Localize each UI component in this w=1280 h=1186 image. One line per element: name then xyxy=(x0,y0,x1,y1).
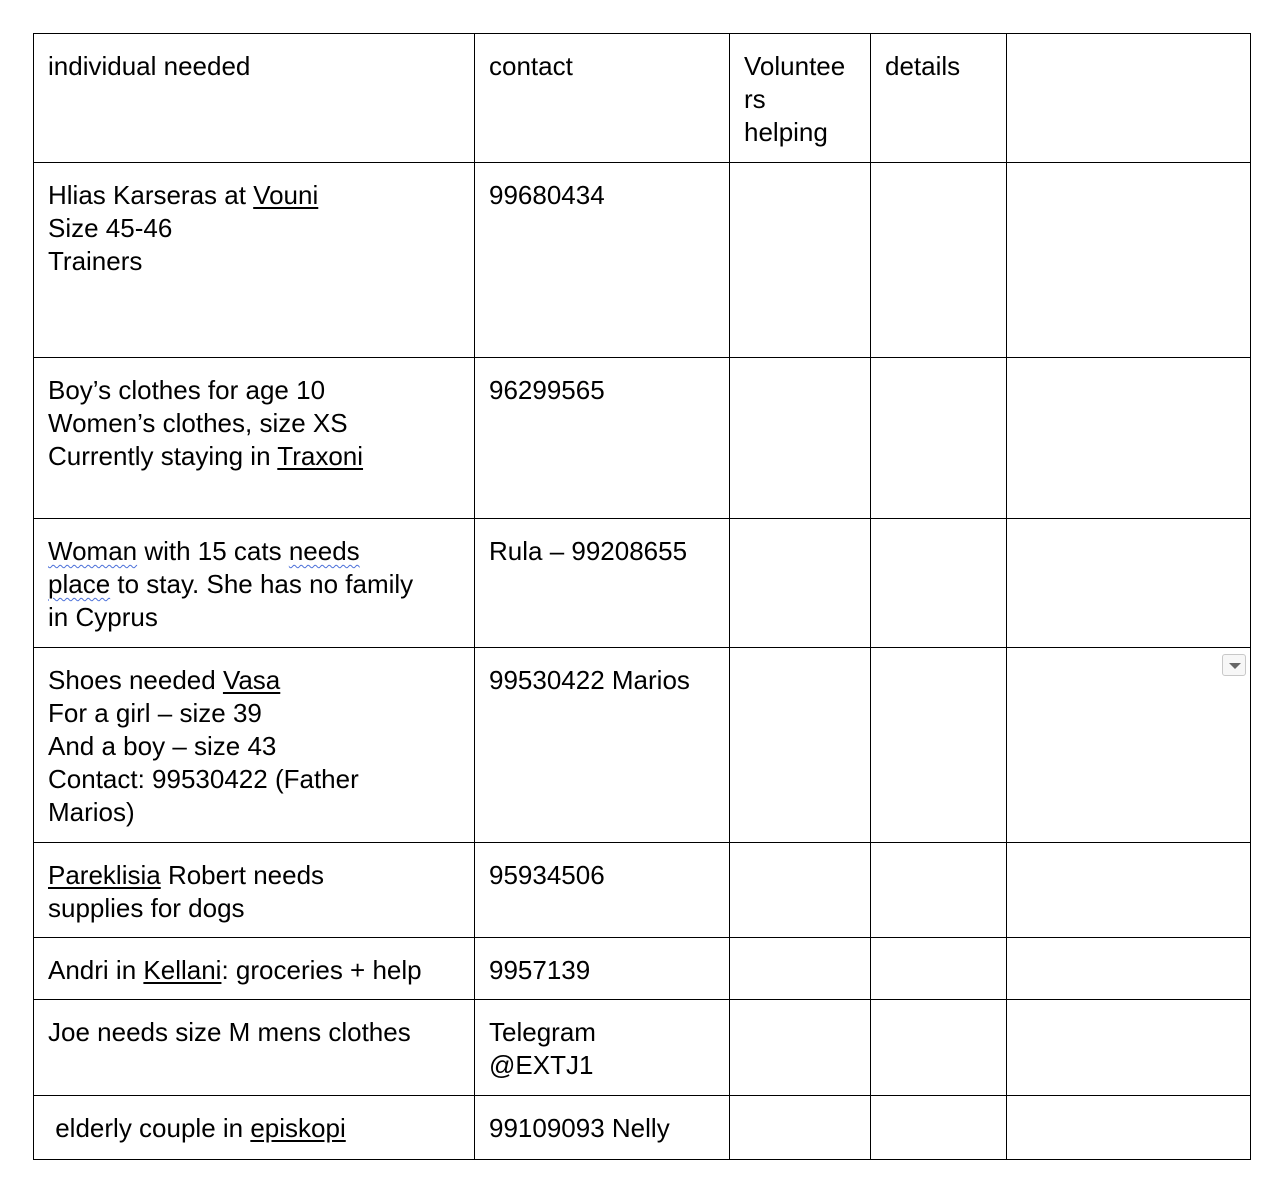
table-row xyxy=(34,519,1251,648)
volunteers-cell[interactable] xyxy=(730,1000,871,1096)
table-row xyxy=(34,358,1251,519)
need-cell[interactable]: Hlias Karseras at Vouni Size 45-46 Trainers xyxy=(34,163,475,358)
need-cell[interactable]: Shoes needed Vasa For a girl – size 39 And a boy – size 43 Contact: 99530422 (Father Marios) xyxy=(34,648,475,843)
details-cell[interactable] xyxy=(871,938,1007,1000)
contact-cell[interactable]: 95934506 xyxy=(475,843,730,938)
place-link[interactable]: Kellani xyxy=(143,955,222,985)
spellcheck-word: Woman xyxy=(48,536,138,566)
header-extra[interactable] xyxy=(1007,34,1251,163)
details-cell[interactable] xyxy=(871,648,1007,843)
contact-cell[interactable]: Telegram @EXTJ1 xyxy=(475,1000,730,1096)
contact-cell[interactable]: 96299565 xyxy=(475,358,730,519)
extra-cell[interactable] xyxy=(1007,163,1251,358)
volunteers-cell[interactable] xyxy=(730,358,871,519)
volunteers-cell[interactable] xyxy=(730,163,871,358)
header-details[interactable]: details xyxy=(871,34,1007,163)
needs-table xyxy=(33,33,1251,1160)
need-cell[interactable]: Woman with 15 cats needs place to stay. She has no family in Cyprus xyxy=(34,519,475,648)
volunteers-cell[interactable] xyxy=(730,1096,871,1160)
table-row xyxy=(34,648,1251,843)
contact-cell[interactable]: 9957139 xyxy=(475,938,730,1000)
header-contact[interactable]: contact xyxy=(475,34,730,163)
place-link[interactable]: Pareklisia xyxy=(48,860,161,890)
contact-cell[interactable]: Rula – 99208655 xyxy=(475,519,730,648)
details-cell[interactable] xyxy=(871,358,1007,519)
need-cell[interactable]: Pareklisia Robert needs supplies for dogs xyxy=(34,843,475,938)
details-cell[interactable] xyxy=(871,1096,1007,1160)
need-cell[interactable]: Joe needs size M mens clothes xyxy=(34,1000,475,1096)
place-link[interactable]: episkopi xyxy=(250,1113,346,1143)
contact-cell[interactable]: 99680434 xyxy=(475,163,730,358)
header-need[interactable]: individual needed xyxy=(34,34,475,163)
extra-cell[interactable] xyxy=(1007,519,1251,648)
extra-cell[interactable] xyxy=(1007,1000,1251,1096)
extra-cell[interactable] xyxy=(1007,648,1251,843)
details-cell[interactable] xyxy=(871,843,1007,938)
header-row xyxy=(34,34,1251,163)
table-row xyxy=(34,163,1251,358)
table-row xyxy=(34,938,1251,1000)
table-row xyxy=(34,843,1251,938)
need-cell[interactable]: Boy’s clothes for age 10 Women’s clothes, size XS Currently staying in Traxoni xyxy=(34,358,475,519)
place-link[interactable]: Traxoni xyxy=(277,441,364,471)
spellcheck-word: needs xyxy=(288,536,360,566)
extra-cell[interactable] xyxy=(1007,358,1251,519)
need-cell[interactable]: elderly couple in episkopi xyxy=(34,1096,475,1160)
volunteers-cell[interactable] xyxy=(730,519,871,648)
contact-cell[interactable]: 99109093 Nelly xyxy=(475,1096,730,1160)
volunteers-cell[interactable] xyxy=(730,843,871,938)
volunteers-cell[interactable] xyxy=(730,648,871,843)
table-row xyxy=(34,1096,1251,1160)
details-cell[interactable] xyxy=(871,519,1007,648)
chevron-down-icon[interactable] xyxy=(1222,654,1246,676)
spellcheck-word: place xyxy=(48,569,111,599)
need-cell[interactable]: Andri in Kellani: groceries + help xyxy=(34,938,475,1000)
extra-cell[interactable] xyxy=(1007,843,1251,938)
place-link[interactable]: Vouni xyxy=(253,180,319,210)
extra-cell[interactable] xyxy=(1007,1096,1251,1160)
header-volunteers[interactable]: Voluntee rs helping xyxy=(730,34,871,163)
details-cell[interactable] xyxy=(871,1000,1007,1096)
details-cell[interactable] xyxy=(871,163,1007,358)
volunteers-cell[interactable] xyxy=(730,938,871,1000)
extra-cell[interactable] xyxy=(1007,938,1251,1000)
table-row xyxy=(34,1000,1251,1096)
place-link[interactable]: Vasa xyxy=(222,665,281,695)
contact-cell[interactable]: 99530422 Marios xyxy=(475,648,730,843)
